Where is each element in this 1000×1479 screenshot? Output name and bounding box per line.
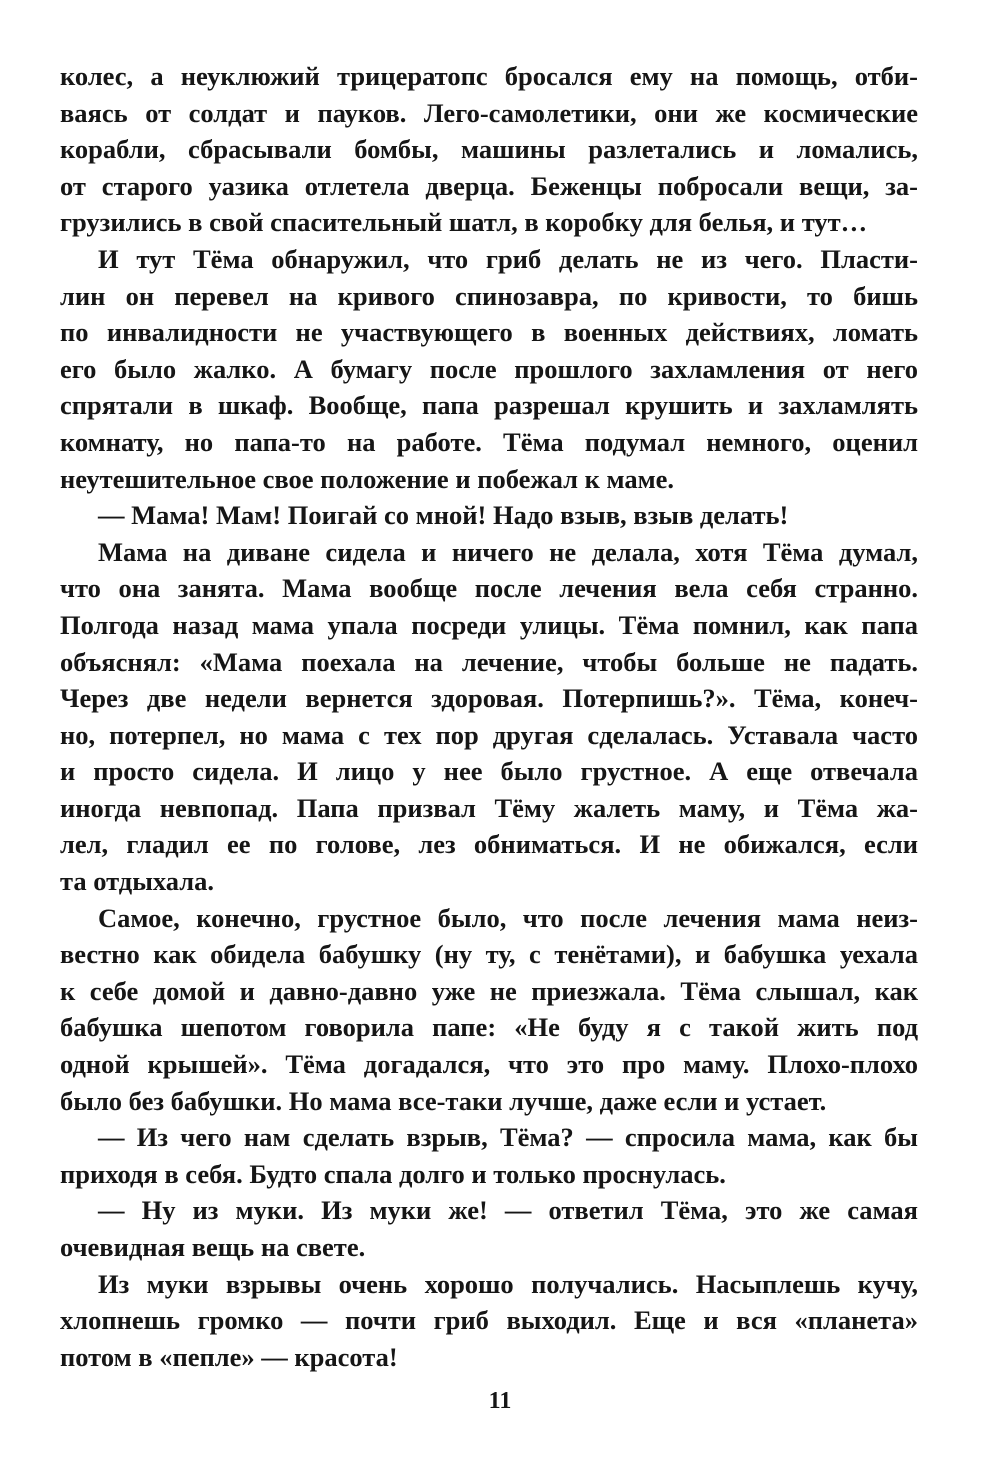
text-line: приходя в себя. Будто спала долго и только проснулась. xyxy=(60,1158,726,1189)
text-line: лин он перевел на кривого спинозавра, по кривости, то бишь xyxy=(60,280,918,311)
page-body xyxy=(60,58,918,1375)
text-line: его было жалко. А бумагу после прошлого захламления от него xyxy=(60,353,918,384)
text-line: — Из чего нам сделать взрыв, Тёма? — спросила мама, как бы xyxy=(98,1122,918,1153)
text-line: потом в «пепле» — красота! xyxy=(60,1341,398,1372)
text-line: корабли, сбрасывали бомбы, машины разлетались и ломались, xyxy=(60,134,918,165)
text-line: Из муки взрывы очень хорошо получались. Насыплешь кучу, xyxy=(98,1268,918,1299)
text-line: вестно как обидела бабушку (ну ту, с тенётами), и бабушка уехала xyxy=(60,939,918,970)
text-line: Через две недели вернется здоровая. Потерпишь?». Тёма, конеч- xyxy=(60,683,918,714)
text-line: иногда невпопад. Папа призвал Тёму жалеть маму, и Тёма жа- xyxy=(60,792,918,823)
text-line: объяснял: «Мама поехала на лечение, чтобы больше не падать. xyxy=(60,646,918,677)
text-line: одной крышей». Тёма догадался, что это про маму. Плохо-плохо xyxy=(60,1049,918,1080)
text-line: было без бабушки. Но мама все-таки лучше, даже если и устает. xyxy=(60,1085,827,1116)
text-line: ваясь от солдат и пауков. Лего-самолетики, они же космические xyxy=(60,97,918,128)
text-line: что она занята. Мама вообще после лечения вела себя странно. xyxy=(60,573,918,604)
text-line: по инвалидности не участвующего в военных действиях, ломать xyxy=(60,317,918,348)
text-line: и просто сидела. И лицо у нее было грустное. А еще отвечала xyxy=(60,756,918,787)
text-line: та отдыхала. xyxy=(60,866,215,897)
text-line: Полгода назад мама упала посреди улицы. Тёма помнил, как папа xyxy=(60,609,918,640)
text-line: неутешительное свое положение и побежал к маме. xyxy=(60,463,675,494)
text-line: Мама на диване сидела и ничего не делала, хотя Тёма думал, xyxy=(98,536,918,567)
text-line: от старого уазика отлетела дверца. Беженцы побросали вещи, за- xyxy=(60,170,918,201)
text-line: И тут Тёма обнаружил, что гриб делать не из чего. Пласти- xyxy=(98,243,918,274)
text-line: бабушка шепотом говорила папе: «Не буду я с такой жить под xyxy=(60,1012,918,1043)
text-line: хлопнешь громко — почти гриб выходил. Еще и вся «планета» xyxy=(60,1305,918,1336)
text-line: грузились в свой спасительный шатл, в коробку для белья, и тут… xyxy=(60,207,868,238)
text-line: колес, а неуклюжий трицератопс бросался ему на помощь, отби- xyxy=(60,61,918,91)
text-line: — Ну из муки. Из муки же! — ответил Тёма, это же самая xyxy=(98,1195,918,1226)
text-line: — Мама! Мам! Поигай со мной! Надо взыв, взыв делать! xyxy=(98,500,789,531)
text-line: очевидная вещь на свете. xyxy=(60,1232,366,1262)
text-line: но, потерпел, но мама с тех пор другая сделалась. Уставала часто xyxy=(60,719,918,750)
page-number: 11 xyxy=(488,1388,512,1414)
text-line: к себе домой и давно-давно уже не приезжала. Тёма слышал, как xyxy=(60,975,918,1006)
text-line: комнату, но папа-то на работе. Тёма подумал немного, оценил xyxy=(60,426,918,457)
text-line: спрятали в шкаф. Вообще, папа разрешал крушить и захламлять xyxy=(60,390,918,421)
text-line: лел, гладил ее по голове, лез обниматься. И не обижался, если xyxy=(60,829,918,860)
text-line: Самое, конечно, грустное было, что после лечения мама неиз- xyxy=(98,902,918,933)
